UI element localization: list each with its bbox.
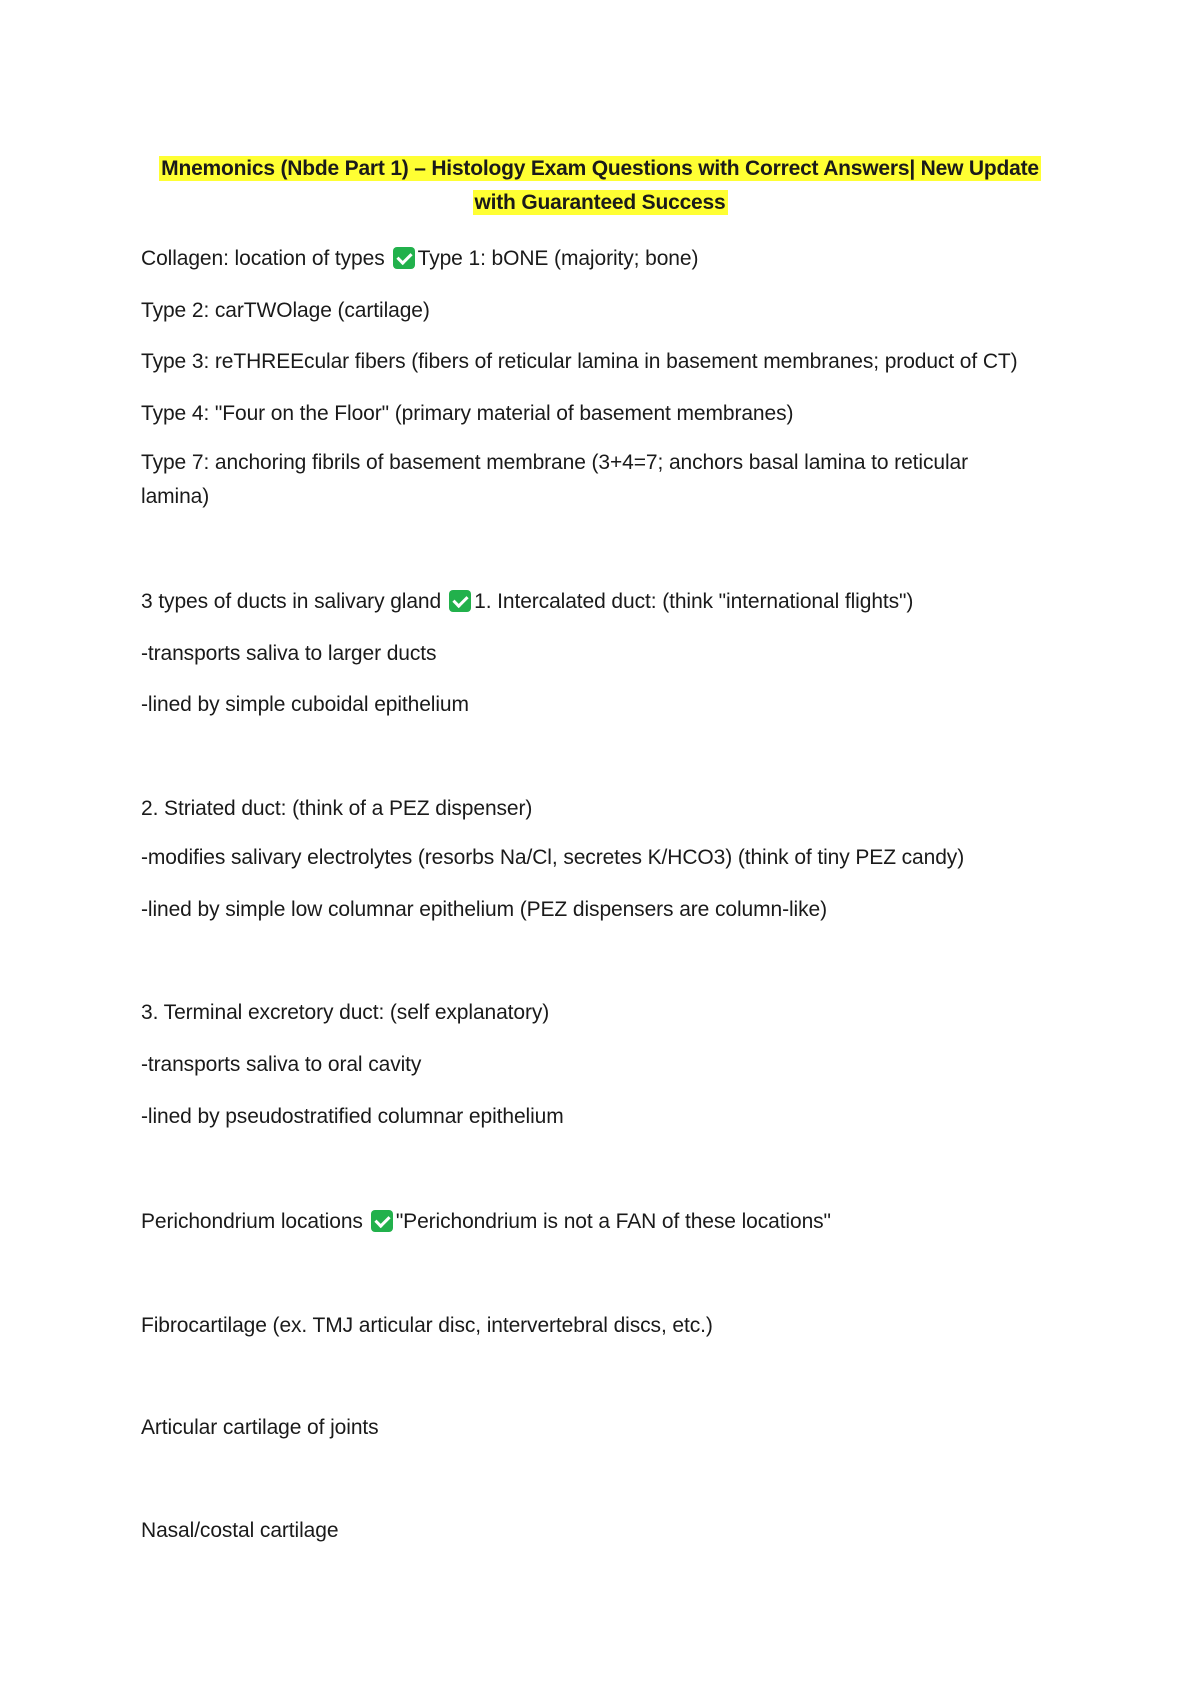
ducts-striated-detail-1: -modifies salivary electrolytes (resorbs Na/Cl, secretes K/HCO3) (think of tiny PEZ candy): [141, 846, 965, 869]
collagen-question-line: [141, 242, 698, 276]
title-line-2: with Guaranteed Success: [474, 191, 726, 214]
collagen-type1: Type 1: bONE (majority; bone): [417, 247, 699, 270]
collagen-type3: Type 3: reTHREEcular fibers (fibers of reticular lamina in basement membranes; product of CT): [141, 350, 1018, 373]
ducts-intercalated-detail-1: -transports saliva to larger ducts: [141, 642, 437, 665]
perichondrium-question: Perichondrium locations: [141, 1210, 363, 1233]
check-mark-icon: [449, 590, 471, 612]
check-mark-icon: [393, 247, 415, 269]
title-line-1: Mnemonics (Nbde Part 1) – Histology Exam Questions with Correct Answers| New Update: [161, 157, 1039, 180]
ducts-terminal-detail-1: -transports saliva to oral cavity: [141, 1053, 422, 1076]
perichondrium-item-3: Nasal/costal cartilage: [141, 1519, 339, 1542]
document-title: [140, 152, 1060, 220]
ducts-terminal: 3. Terminal excretory duct: (self explanatory): [141, 1001, 550, 1024]
collagen-type4: Type 4: "Four on the Floor" (primary material of basement membranes): [141, 402, 794, 425]
ducts-question: 3 types of ducts in salivary gland: [141, 590, 442, 613]
ducts-intercalated-detail-2: -lined by simple cuboidal epithelium: [141, 693, 469, 716]
collagen-type7: Type 7: anchoring fibrils of basement membrane (3+4=7; anchors basal lamina to reticular lamina): [141, 451, 968, 508]
ducts-terminal-detail-2: -lined by pseudostratified columnar epithelium: [141, 1105, 564, 1128]
perichondrium-item-2: Articular cartilage of joints: [141, 1416, 379, 1439]
check-mark-icon: [371, 1210, 393, 1232]
perichondrium-answer: "Perichondrium is not a FAN of these locations": [395, 1210, 831, 1233]
ducts-question-line: [141, 585, 913, 619]
ducts-striated-detail-2: -lined by simple low columnar epithelium (PEZ dispensers are column-like): [141, 898, 827, 921]
perichondrium-question-line: [141, 1205, 831, 1239]
collagen-type2: Type 2: carTWOlage (cartilage): [141, 299, 430, 322]
perichondrium-item-1: Fibrocartilage (ex. TMJ articular disc, intervertebral discs, etc.): [141, 1314, 713, 1337]
collagen-question: Collagen: location of types: [141, 247, 385, 270]
ducts-intercalated: 1. Intercalated duct: (think "international flights"): [474, 590, 914, 613]
ducts-striated: 2. Striated duct: (think of a PEZ dispenser): [141, 797, 533, 820]
